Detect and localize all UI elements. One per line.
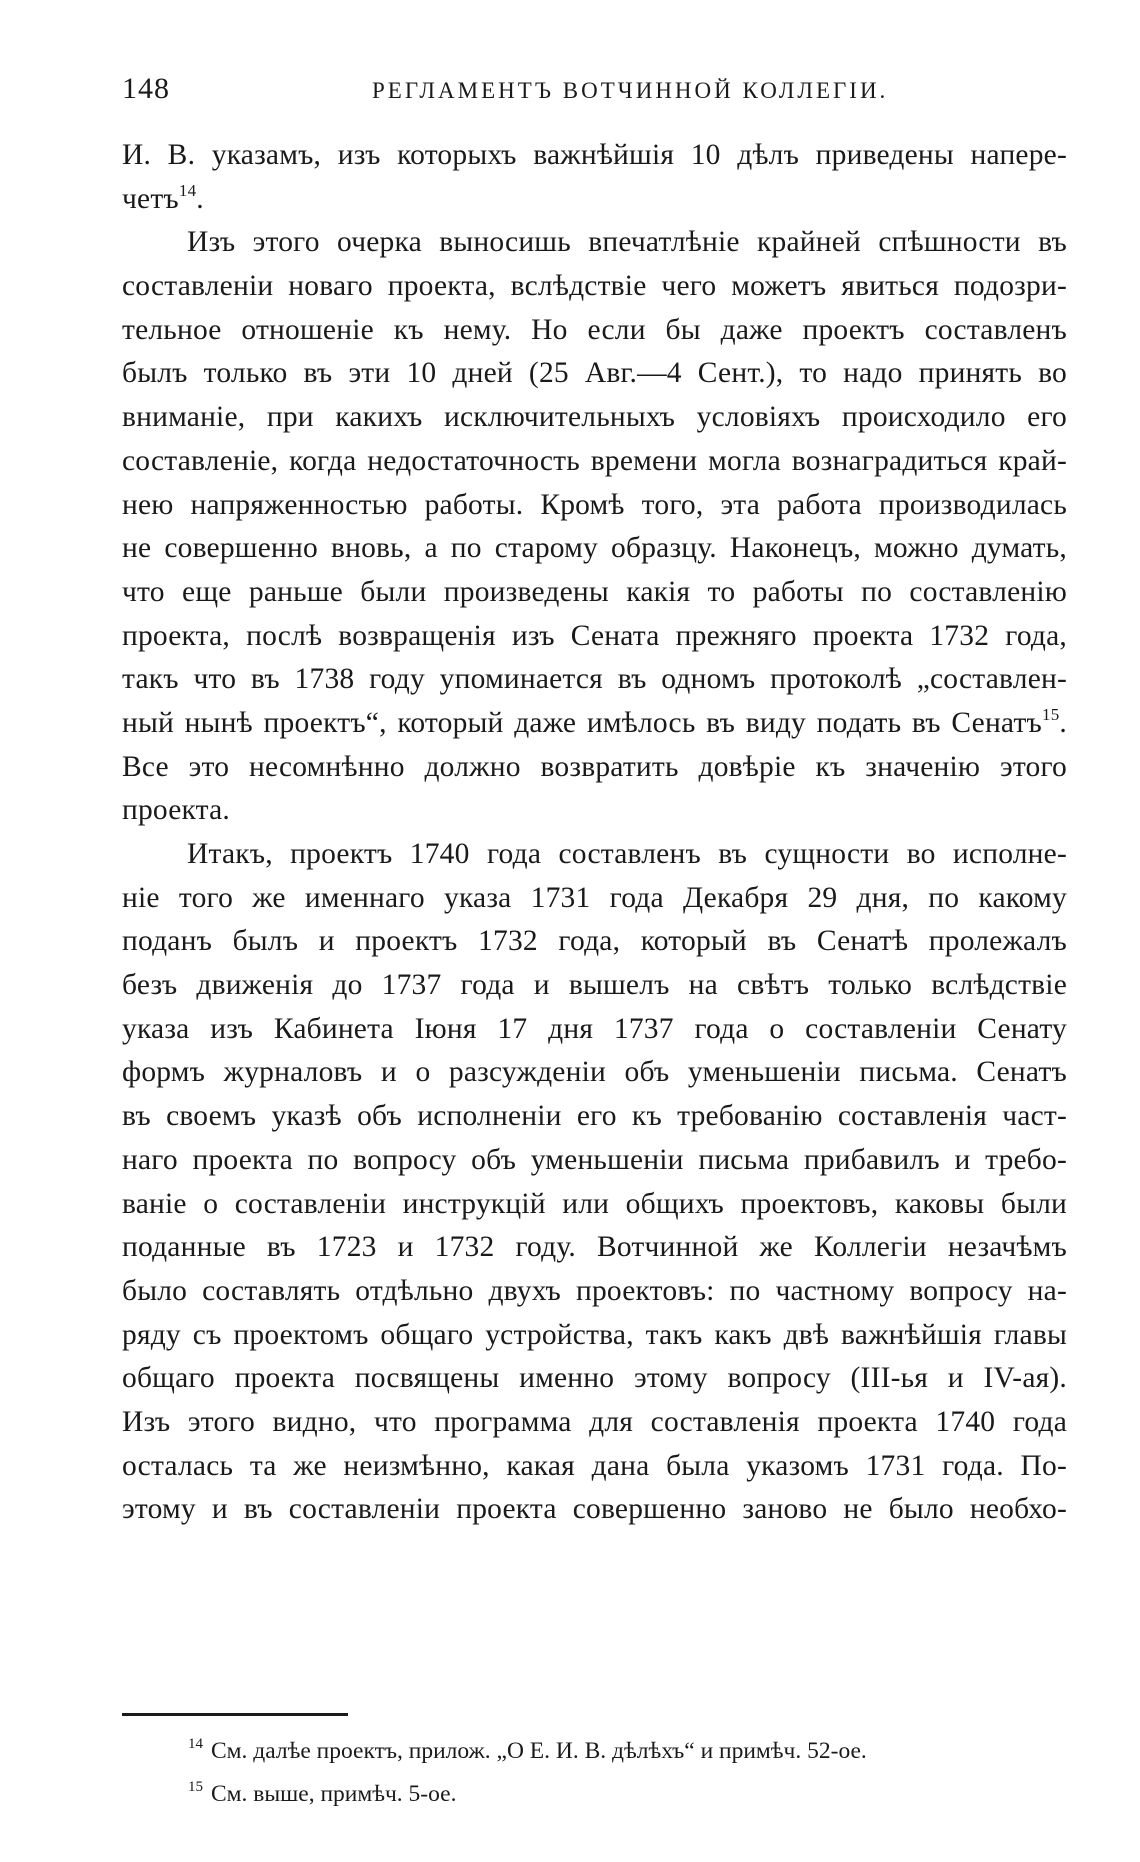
text-line-content: осталась та же неизмѣнно, какая дана была указомъ 1731 года. По- (122, 1449, 1067, 1482)
text-line (122, 571, 1067, 615)
text-line-content: ряду съ проектомъ общаго устройства, такъ какъ двѣ важнѣйшія главы (122, 1318, 1067, 1351)
text-line (122, 1488, 1067, 1532)
text-line-content: такъ что въ 1738 году упоминается въ одномъ протоколѣ „составлен- (122, 663, 1067, 696)
text-line (122, 877, 1067, 921)
text-line (122, 484, 1067, 528)
text-line-tail: . (1059, 706, 1067, 739)
text-line-content: Все это несомнѣнно должно возвратить довѣріе къ значенію этого (122, 750, 1067, 783)
page-number: 148 (122, 72, 170, 105)
text-line (122, 1357, 1067, 1401)
text-line-content: ніе того же именнаго указа 1731 года Декабря 29 дня, по какому (122, 881, 1067, 914)
text-line-content: было составлять отдѣльно двухъ проектовъ: по частному вопросу на- (122, 1274, 1067, 1307)
text-line-content: четъ (122, 182, 179, 215)
text-line (122, 265, 1067, 309)
text-line-content: И. В. указамъ, изъ которыхъ важнѣйшія 10 дѣлъ приведены напере- (122, 139, 1067, 171)
text-line (122, 833, 1067, 877)
footnote-mark: 14 (188, 1736, 203, 1752)
text-line-content: проекта, послѣ возвращенія изъ Сената прежняго проекта 1732 года, (122, 619, 1067, 652)
text-line-content: указа изъ Кабинета Іюня 17 дня 1737 года о составленіи Сенату (122, 1012, 1067, 1045)
text-line (122, 920, 1067, 964)
text-line (122, 1183, 1067, 1227)
text-line-content: Изъ этого очерка выносишь впечатлѣніе крайней спѣшности въ (187, 226, 1067, 259)
text-line (122, 1008, 1067, 1052)
text-line (122, 615, 1067, 659)
text-line-content: нею напряженностью работы. Кромѣ того, эта работа производилась (122, 488, 1067, 521)
text-line (122, 964, 1067, 1008)
text-line-content: что еще раньше были произведены какія то работы по составленію (122, 575, 1067, 608)
page-header (122, 72, 1067, 112)
text-line (122, 1270, 1067, 1314)
text-line-content: не совершенно вновь, а по старому образцу. Наконецъ, можно думать, (122, 532, 1067, 565)
text-line (122, 1095, 1067, 1139)
text-line-content: безъ движенія до 1737 года и вышелъ на свѣтъ только вслѣдствіе (122, 969, 1067, 1002)
text-line-content: поданъ былъ и проектъ 1732 года, который въ Сенатѣ пролежалъ (122, 925, 1067, 958)
footnote-text: См. выше, примѣч. 5-ое. (211, 1781, 457, 1807)
footnote (188, 1730, 1068, 1773)
text-line-content: составленіи новаго проекта, вслѣдствіе чего можетъ явиться подозри- (122, 270, 1067, 303)
text-line-content: ный нынѣ проектъ“, который даже имѣлось въ виду подать въ Сенатъ (122, 706, 1043, 739)
text-line (122, 1314, 1067, 1358)
text-line-content: общаго проекта посвящены именно этому вопросу (III-ья и IV-ая). (122, 1362, 1067, 1395)
text-line (122, 1401, 1067, 1445)
text-line (122, 746, 1067, 790)
text-line-content: формъ журналовъ и о разсужденіи объ уменьшеніи письма. Сенатъ (122, 1056, 1067, 1089)
text-line (122, 352, 1067, 396)
text-line-content: этому и въ составленіи проекта совершенно заново не было необхо- (122, 1493, 1067, 1526)
text-line (122, 527, 1067, 571)
text-line-tail: . (196, 182, 204, 215)
footnote-mark: 15 (188, 1779, 203, 1795)
text-line-content: проекта. (122, 794, 231, 827)
footnote-reference[interactable]: 15 (1042, 704, 1060, 724)
text-line (122, 1139, 1067, 1183)
text-line (122, 221, 1067, 265)
text-line-content: тельное отношеніе къ нему. Но если бы даже проектъ составленъ (122, 313, 1067, 346)
text-line (122, 178, 1067, 222)
text-line (122, 134, 1067, 178)
footnote-divider (122, 1713, 348, 1716)
text-line (122, 1051, 1067, 1095)
text-line-content: ваніе о составленіи инструкцій или общихъ проектовъ, каковы были (122, 1187, 1067, 1220)
text-line (122, 1226, 1067, 1270)
text-line-content: былъ только въ эти 10 дней (25 Авг.—4 Сент.), то надо принять во (122, 357, 1067, 390)
text-line-content: въ своемъ указѣ объ исполненіи его къ требованію составленія част- (122, 1100, 1067, 1133)
text-line-content: наго проекта по вопросу объ уменьшеніи письма прибавилъ и требо- (122, 1143, 1067, 1176)
footnotes (188, 1730, 1068, 1816)
text-line (122, 309, 1067, 353)
text-line-content: вниманіе, при какихъ исключительныхъ условіяхъ происходило его (122, 401, 1067, 434)
text-line (122, 658, 1067, 702)
text-line (122, 789, 1067, 833)
text-line-content: составленіе, когда недостаточность времени могла вознаградиться край- (122, 444, 1067, 477)
running-title: РЕГЛАМЕНТЪ ВОТЧИННОЙ КОЛЛЕГІИ. (372, 78, 889, 103)
body-text (122, 134, 1067, 1532)
text-line (122, 702, 1067, 746)
text-line (122, 396, 1067, 440)
text-line-content: Изъ этого видно, что программа для составленія проекта 1740 года (122, 1405, 1067, 1438)
footnote (188, 1773, 1068, 1816)
text-line (122, 1445, 1067, 1489)
footnote-reference[interactable]: 14 (178, 180, 197, 200)
text-line (122, 440, 1067, 484)
text-line-content: поданные въ 1723 и 1732 году. Вотчинной же Коллегіи незачѣмъ (122, 1231, 1067, 1264)
footnote-text: См. далѣе проектъ, прилож. „О Е. И. В. дѣлѣхъ“ и примѣч. 52-ое. (211, 1738, 867, 1764)
text-line-content: Итакъ, проектъ 1740 года составленъ въ сущности во исполне- (187, 838, 1067, 870)
